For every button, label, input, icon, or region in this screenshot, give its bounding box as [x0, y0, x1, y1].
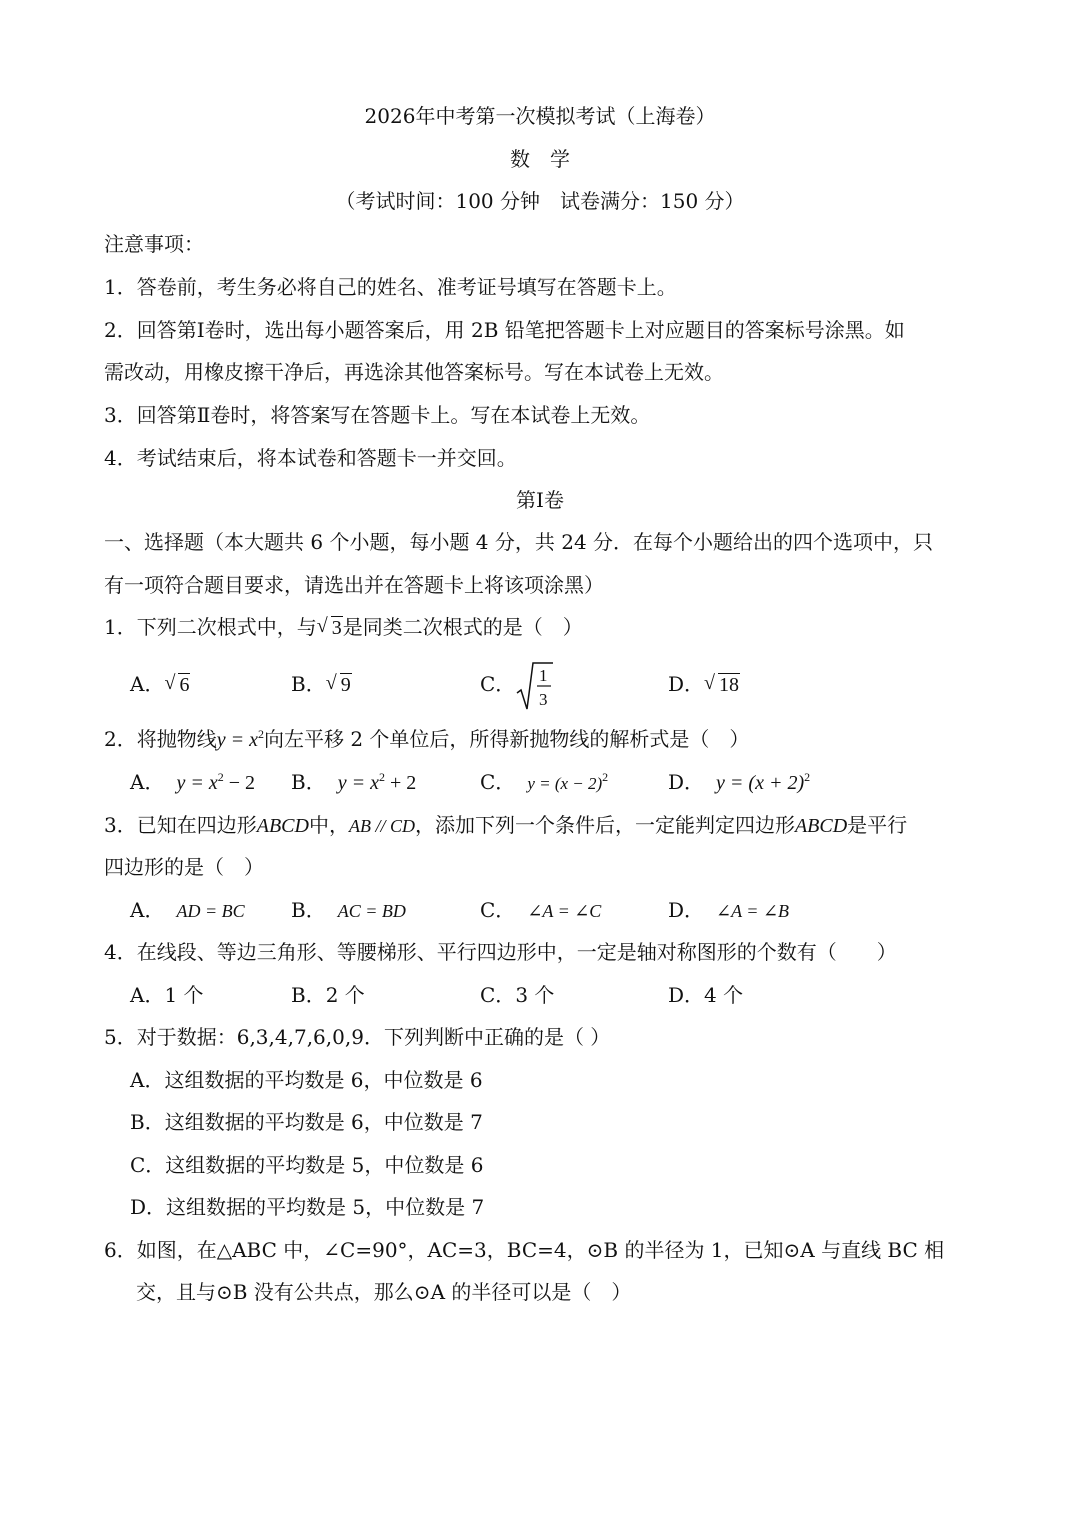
q1-option-b	[291, 670, 352, 699]
q2-prefix: 2．将抛物线	[104, 727, 217, 751]
sqrt-18: √ 18	[704, 672, 740, 696]
q1-option-b-label: B．	[291, 672, 326, 696]
sqrt-3: √ 3	[316, 615, 342, 639]
q3-line1c: ，添加下列一个条件后，一定能判定四边形	[414, 813, 795, 837]
q2-option-c-text: y = (x − 2)	[527, 774, 603, 793]
q3-option-d-text: ∠A = ∠B	[716, 901, 790, 921]
q2-option-c-exp: 2	[602, 770, 609, 784]
q4-option-b-text: 2 个	[325, 983, 365, 1007]
q3-abcd-2: ABCD	[794, 815, 848, 837]
q3-option-c	[480, 896, 601, 925]
question-2-stem	[104, 725, 749, 754]
q5-option-a: A．这组数据的平均数是 6，中位数是 6	[130, 1068, 483, 1092]
q3-abcd-1: ABCD	[256, 815, 309, 837]
q2-option-d-text: y = (x + 2)	[716, 772, 805, 794]
exam-title: 2026年中考第一次模拟考试（上海卷）	[364, 104, 716, 128]
q3-option-d	[668, 896, 789, 925]
notice-item-4: 4．考试结束后，将本试卷和答题卡一并交回。	[104, 446, 517, 470]
q1-suffix: 是同类二次根式的是（ ）	[342, 615, 583, 639]
q4-option-a-text: 1 个	[164, 983, 204, 1007]
q3-option-a-text: AD = BC	[176, 901, 245, 921]
q3-option-a	[130, 896, 245, 925]
q2-option-c-label: C．	[480, 770, 516, 794]
question-3-stem-line2: 四边形的是（ ）	[104, 855, 264, 879]
q2-expr: y = x	[216, 729, 258, 751]
q4-option-a	[130, 981, 204, 1009]
q4-option-a-label: A．	[130, 983, 165, 1007]
q3-option-c-text: ∠A = ∠C	[527, 901, 602, 921]
q2-option-b-tail: + 2	[384, 772, 417, 794]
q3-line1a: 3．已知在四边形	[104, 813, 257, 837]
q3-option-c-label: C．	[480, 898, 516, 922]
q3-option-b-text: AC = BD	[337, 901, 406, 921]
question-4-stem: 4．在线段、等边三角形、等腰梯形、平行四边形中，一定是轴对称图形的个数有（ ）	[104, 940, 897, 964]
q2-option-a-exp: 2	[217, 770, 224, 784]
q1-option-c	[480, 657, 555, 713]
q4-option-c-text: 3 个	[515, 983, 555, 1007]
q4-option-d-label: D．	[668, 983, 705, 1007]
q2-option-b	[291, 768, 416, 797]
question-6-stem-line2: 交，且与⊙B 没有公共点，那么⊙A 的半径可以是（ ）	[136, 1280, 632, 1304]
q3-parallel: AB // CD	[348, 816, 415, 836]
q1-option-c-label: C．	[480, 672, 516, 696]
section-title-line1: 一、选择题（本大题共 6 个小题，每小题 4 分，共 24 分．在每个小题给出的四个选项中，只	[104, 530, 934, 554]
q5-option-c: C．这组数据的平均数是 5，中位数是 6	[130, 1153, 484, 1177]
q3-line1b: 中，	[308, 813, 349, 837]
q4-option-d-text: 4 个	[704, 983, 744, 1007]
q5-option-d: D．这组数据的平均数是 5，中位数是 7	[130, 1195, 485, 1219]
sqrt-9: √ 9	[325, 672, 351, 696]
q1-prefix: 1．下列二次根式中，与	[104, 615, 317, 639]
q2-option-d-label: D．	[668, 770, 705, 794]
q3-option-a-label: A．	[130, 898, 165, 922]
q2-option-c	[480, 768, 608, 798]
q2-suffix: 向左平移 2 个单位后，所得新抛物线的解析式是（ ）	[263, 727, 750, 751]
q2-option-b-text: y = x	[337, 772, 379, 794]
q1-option-c-denominator: 3	[539, 689, 548, 709]
question-1-stem	[104, 613, 583, 642]
question-6-stem-line1: 6．如图，在△ABC 中，∠C=90°，AC=3，BC=4，⊙B 的半径为 1，已知⊙A 与直线 BC 相	[104, 1238, 945, 1262]
q2-option-a-text: y = x	[176, 772, 218, 794]
q3-option-d-label: D．	[668, 898, 705, 922]
q1-option-d-radicand: 18	[719, 674, 740, 696]
notice-item-3: 3．回答第Ⅱ卷时，将答案写在答题卡上。写在本试卷上无效。	[104, 403, 651, 427]
q4-option-c	[480, 981, 554, 1009]
sqrt-one-third	[515, 659, 555, 713]
q1-option-d-label: D．	[668, 672, 705, 696]
volume-title: 第Ⅰ卷	[516, 488, 564, 512]
q1-option-a-label: A．	[130, 672, 165, 696]
q1-option-c-numerator: 1	[539, 665, 548, 685]
q1-option-a	[130, 670, 190, 699]
q3-line1d: 是平行	[847, 813, 908, 837]
q2-option-d	[668, 768, 810, 797]
q1-option-b-radicand: 9	[340, 674, 351, 696]
q4-option-d	[668, 981, 743, 1009]
q1-option-d	[668, 670, 740, 699]
sqrt-6: √ 6	[164, 672, 190, 696]
q2-option-b-label: B．	[291, 770, 326, 794]
q1-option-a-radicand: 6	[179, 674, 190, 696]
notice-heading: 注意事项：	[104, 232, 204, 256]
exam-info: （考试时间：100 分钟 试卷满分：150 分）	[335, 189, 745, 213]
q4-option-c-label: C．	[480, 983, 516, 1007]
q3-option-b	[291, 896, 406, 925]
q2-exp: 2	[257, 727, 264, 741]
question-5-stem: 5．对于数据：6,3,4,7,6,0,9．下列判断中正确的是（ ）	[104, 1025, 611, 1049]
q2-parabola	[217, 729, 264, 751]
question-3-stem-line1	[104, 811, 907, 840]
q2-option-a-tail: − 2	[223, 772, 255, 794]
q3-option-b-label: B．	[291, 898, 326, 922]
q1-radicand: 3	[331, 617, 342, 639]
notice-item-2-cont: 需改动，用橡皮擦干净后，再选涂其他答案标号。写在本试卷上无效。	[104, 360, 724, 384]
exam-subject: 数 学	[510, 147, 570, 171]
q5-option-b: B．这组数据的平均数是 6，中位数是 7	[130, 1110, 483, 1134]
notice-item-2: 2．回答第Ⅰ卷时，选出每小题答案后，用 2B 铅笔把答题卡上对应题目的答案标号涂黑。如	[104, 318, 905, 342]
q2-option-b-exp: 2	[378, 770, 385, 784]
q2-option-a-label: A．	[130, 770, 165, 794]
q4-option-b	[291, 981, 365, 1009]
section-title-line2: 有一项符合题目要求，请选出并在答题卡上将该项涂黑）	[104, 573, 604, 597]
notice-item-1: 1．答卷前，考生务必将自己的姓名、准考证号填写在答题卡上。	[104, 275, 677, 299]
q4-option-b-label: B．	[291, 983, 326, 1007]
q2-option-a	[130, 768, 255, 797]
q2-option-d-exp: 2	[804, 770, 811, 784]
